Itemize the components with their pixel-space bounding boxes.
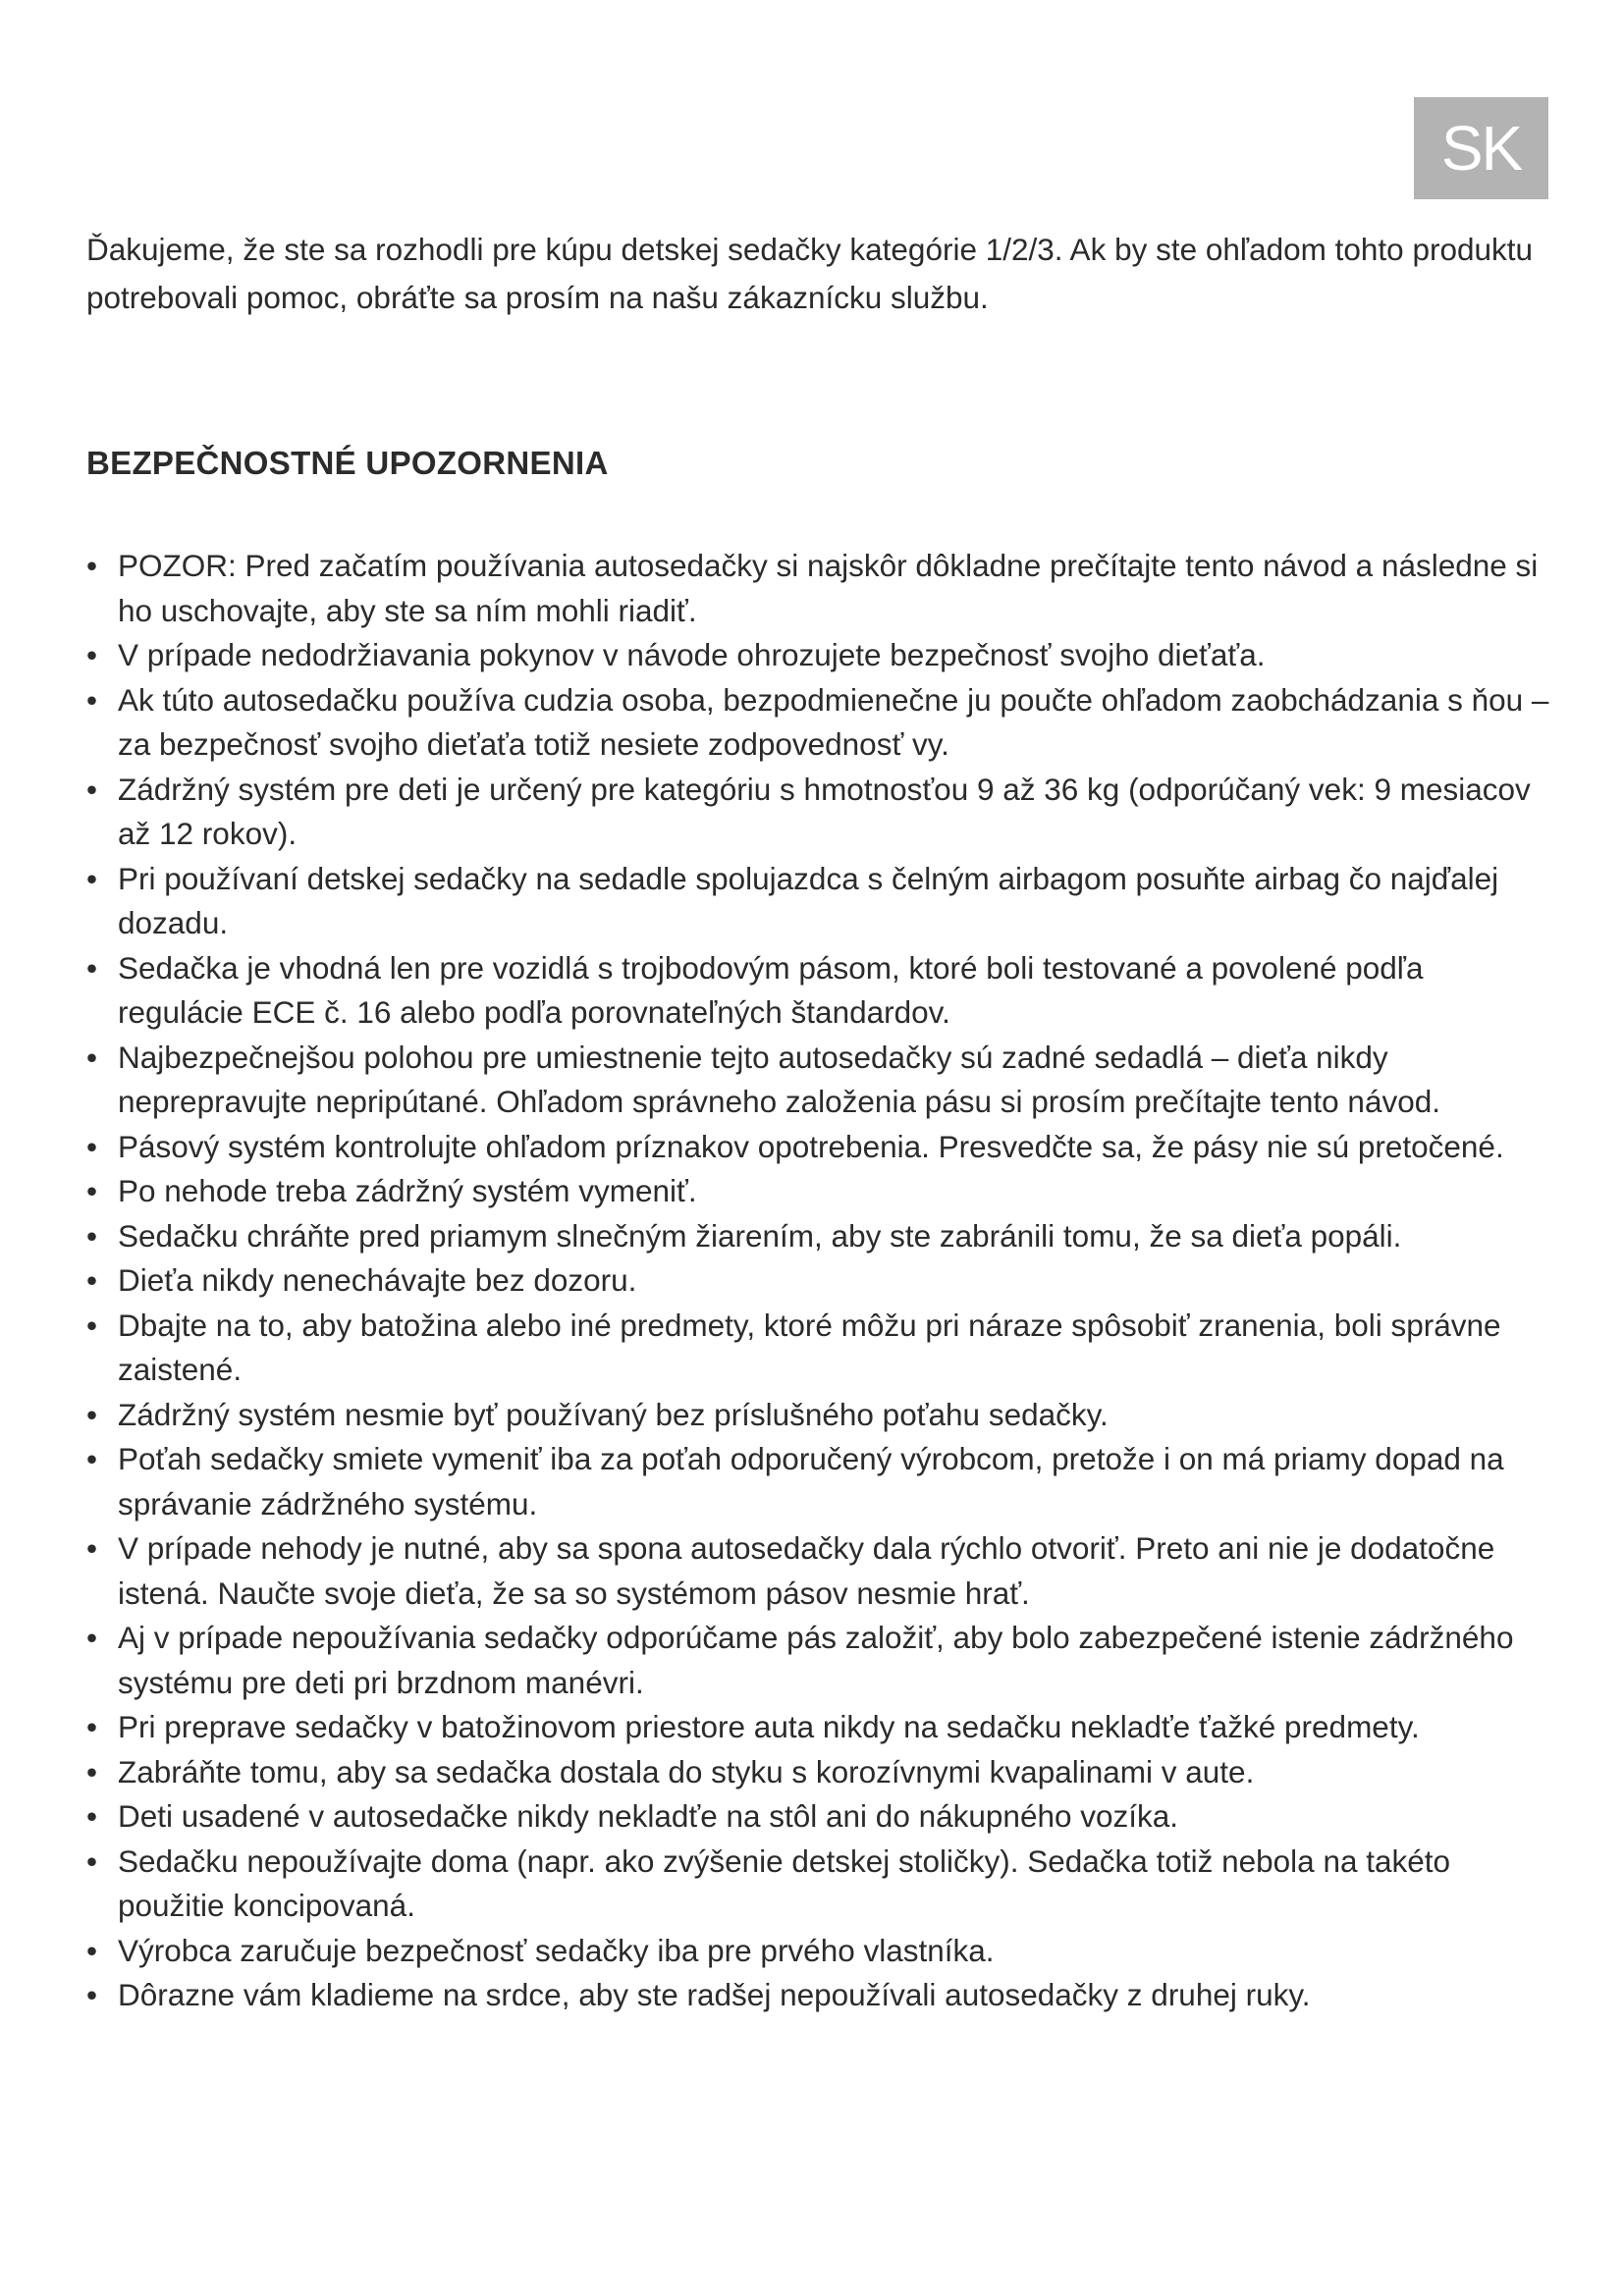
warning-item: • Sedačka je vhodná len pre vozidlá s trojbodovým pásom, ktoré boli testované a povolené podľa regulácie ECE č. 16 alebo podľa porovnateľných štandardov. xyxy=(86,946,1549,1036)
warning-item: • POZOR: Pred začatím používania autosedačky si najskôr dôkladne prečítajte tento návod a následne si ho uschovajte, aby ste sa ním mohli riadiť. xyxy=(86,544,1549,633)
document-body xyxy=(86,226,1549,2018)
warning-item: • Zádržný systém pre deti je určený pre kategóriu s hmotnosťou 9 až 36 kg (odporúčaný vek: 9 mesiacov až 12 rokov). xyxy=(86,768,1549,857)
warning-item: • Zádržný systém nesmie byť používaný bez príslušného poťahu sedačky. xyxy=(86,1393,1549,1438)
safety-warnings-list xyxy=(86,544,1549,2018)
intro-paragraph: Ďakujeme, že ste sa rozhodli pre kúpu detskej sedačky kategórie 1/2/3. Ak by ste ohľadom tohto produktu potrebovali pomoc, obráťte sa prosím na našu zákaznícku službu. xyxy=(86,232,1534,315)
warning-item: • Aj v prípade nepoužívania sedačky odporúčame pás založiť, aby bolo zabezpečené istenie zádržného systému pre deti pri brzdnom manévri. xyxy=(86,1616,1549,1705)
warning-item: • Sedačku nepoužívajte doma (napr. ako zvýšenie detskej stoličky). Sedačka totiž nebola na takéto použitie koncipovaná. xyxy=(86,1840,1549,1929)
warning-item: • V prípade nehody je nutné, aby sa spona autosedačky dala rýchlo otvoriť. Preto ani nie je dodatočne istená. Naučte svoje dieťa, že sa so systémom pásov nesmie hrať. xyxy=(86,1526,1549,1616)
warning-item: • Po nehode treba zádržný systém vymeniť. xyxy=(86,1169,1549,1214)
warning-item: • V prípade nedodržiavania pokynov v návode ohrozujete bezpečnosť svojho dieťaťa. xyxy=(86,633,1549,678)
warning-item: • Pri používaní detskej sedačky na sedadle spolujazdca s čelným airbagom posuňte airbag čo najďalej dozadu. xyxy=(86,857,1549,946)
section-title: BEZPEČNOSTNÉ UPOZORNENIA xyxy=(86,445,609,481)
warning-item: • Dieťa nikdy nenechávajte bez dozoru. xyxy=(86,1258,1549,1304)
warning-item: • Deti usadené v autosedačke nikdy nekladťe na stôl ani do nákupného vozíka. xyxy=(86,1794,1549,1840)
warning-item: • Zabráňte tomu, aby sa sedačka dostala do styku s korozívnymi kvapalinami v aute. xyxy=(86,1750,1549,1795)
warning-item: • Pri preprave sedačky v batožinovom priestore auta nikdy na sedačku nekladťe ťažké predmety. xyxy=(86,1705,1549,1750)
warning-item: • Dbajte na to, aby batožina alebo iné predmety, ktoré môžu pri náraze spôsobiť zranenia, boli správne zaistené. xyxy=(86,1304,1549,1393)
warning-item: • Výrobca zaručuje bezpečnosť sedačky iba pre prvého vlastníka. xyxy=(86,1929,1549,1974)
warning-item: • Najbezpečnejšou polohou pre umiestnenie tejto autosedačky sú zadné sedadlá – dieťa nikdy neprepravujte nepripútané. Ohľadom správneho založenia pásu si prosím prečítajte tento návod. xyxy=(86,1036,1549,1125)
language-badge: SK xyxy=(1414,97,1548,199)
warning-item: • Ak túto autosedačku používa cudzia osoba, bezpodmienečne ju poučte ohľadom zaobchádzania s ňou – za bezpečnosť svojho dieťaťa totiž nesiete zodpovednosť vy. xyxy=(86,678,1549,768)
warning-item: • Sedačku chráňte pred priamym slnečným žiarením, aby ste zabránili tomu, že sa dieťa popáli. xyxy=(86,1214,1549,1259)
warning-item: • Dôrazne vám kladieme na srdce, aby ste radšej nepoužívali autosedačky z druhej ruky. xyxy=(86,1973,1549,2018)
warning-item: • Pásový systém kontrolujte ohľadom príznakov opotrebenia. Presvedčte sa, že pásy nie sú pretočené. xyxy=(86,1125,1549,1170)
warning-item: • Poťah sedačky smiete vymeniť iba za poťah odporučený výrobcom, pretože i on má priamy dopad na správanie zádržného systému. xyxy=(86,1437,1549,1526)
